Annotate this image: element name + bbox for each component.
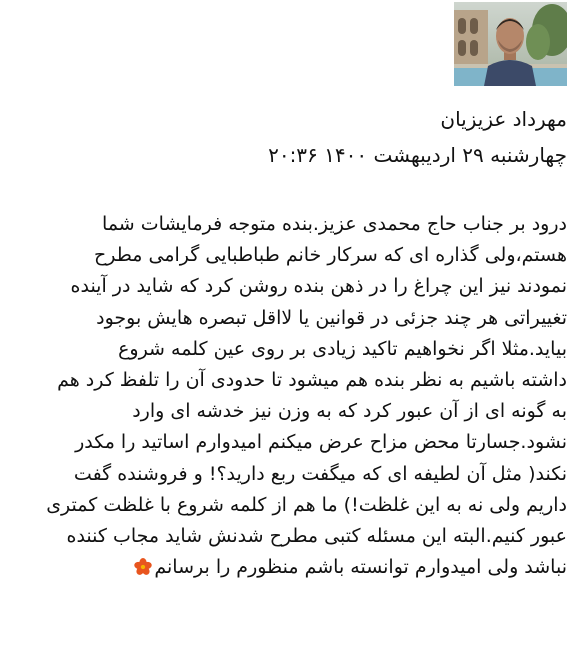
message-line: نکند( مثل آن لطیفه ای که میگفت ربع دارید؟! و فروشنده گفت (73, 462, 567, 485)
message-line: تغییراتی هر چند جزئی در قوانین یا لااقل تبصره هایش بوجود (96, 306, 567, 329)
avatar-photo (454, 2, 567, 86)
message-line: بیاید.مثلا اگر نخواهیم تاکید زیادی بر روی عین کلمه شروع (118, 337, 567, 360)
message-body (7, 209, 567, 583)
author-name[interactable]: مهرداد عزیزیان (440, 107, 567, 131)
message-line-last (7, 552, 567, 583)
author-avatar[interactable] (454, 2, 567, 86)
message-line: به گونه ای از آن عبور کرد که به وزن نیز خدشه ای وارد (132, 400, 567, 423)
message-line: نشود.جسارتا محض مزاح عرض میکنم امیدوارم اساتید را مکدر (75, 431, 567, 454)
post-timestamp: چهارشنبه ۲۹ اردیبهشت ۱۴۰۰ ۲۰:۳۶ (268, 143, 567, 167)
message-line: درود بر جناب حاج محمدی عزیز.بنده متوجه فرمایشات شما (102, 213, 567, 235)
message-line: هستم،ولی گذاره ای که سرکار خانم طباطبایی گرامی مطرح (93, 244, 567, 267)
message-line: داریم ولی نه به این غلظت!) ما هم از کلمه شروع با غلظت کمتری (46, 493, 567, 516)
message-line: داشته باشیم به نظر بنده هم میشود تا حدودی آن را تلفظ کرد هم (57, 368, 567, 391)
hibiscus-flower-icon (134, 558, 152, 576)
message-line: عبور کنیم.البته این مسئله کتبی مطرح شدنش شاید مجاب کننده (66, 524, 567, 547)
message-line: نمودند نیز این چراغ را در ذهن بنده روشن کرد که شاید در آینده (70, 275, 567, 298)
message-line-text: نباشد ولی امیدوارم توانسته باشم منظورم را برسانم (154, 556, 567, 579)
